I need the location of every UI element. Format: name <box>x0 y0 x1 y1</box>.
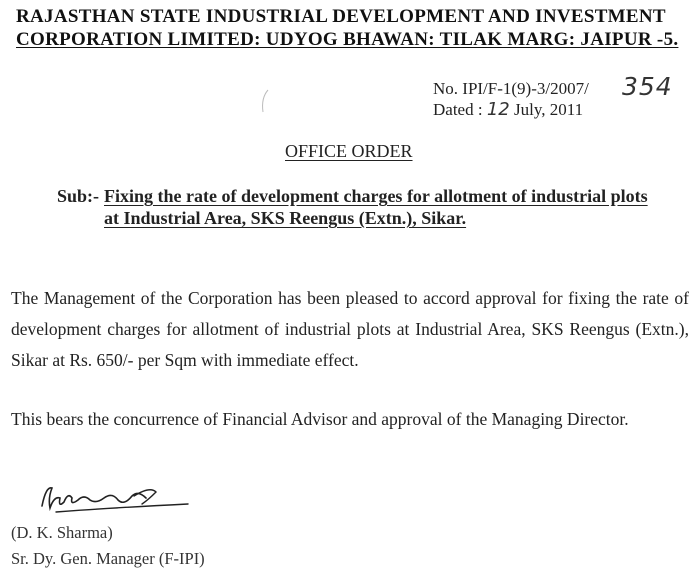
dated-line <box>433 99 583 120</box>
organization-name-line2: CORPORATION LIMITED: UDYOG BHAWAN: TILAK MARG: JAIPUR -5. <box>16 29 679 50</box>
body-paragraph-1: The Management of the Corporation has been pleased to accord approval for fixing the rate of development charges for allotment of industrial plots at Industrial Area, SKS Reengus (Extn.), Sikar at Rs. 650/- per Sqm with immediate effect. <box>11 288 689 370</box>
dated-label: Dated : <box>433 100 483 119</box>
subject-prefix: Sub:- <box>57 186 100 206</box>
body-paragraph-2: This bears the concurrence of Financial Advisor and approval of the Managing Director. <box>11 409 629 429</box>
handwritten-signature <box>38 478 198 518</box>
subject-line1: Fixing the rate of development charges for allotment of industrial plots <box>104 186 648 206</box>
dated-day-handwritten: 12 <box>486 99 510 120</box>
organization-name-line1: RAJASTHAN STATE INDUSTRIAL DEVELOPMENT AND INVESTMENT <box>16 6 666 27</box>
scan-mark <box>258 88 272 114</box>
reference-number-handwritten: 354 <box>622 72 673 101</box>
reference-number <box>433 79 589 99</box>
document-title: OFFICE ORDER <box>285 141 413 161</box>
signatory-designation: Sr. Dy. Gen. Manager (F-IPI) <box>11 549 205 568</box>
subject-line2: at Industrial Area, SKS Reengus (Extn.), Sikar. <box>104 208 467 228</box>
dated-month-year: July, 2011 <box>509 100 584 119</box>
signatory-name: (D. K. Sharma) <box>11 523 113 542</box>
reference-number-prefix: No. IPI/F-1(9)-3/2007/ <box>433 79 589 98</box>
